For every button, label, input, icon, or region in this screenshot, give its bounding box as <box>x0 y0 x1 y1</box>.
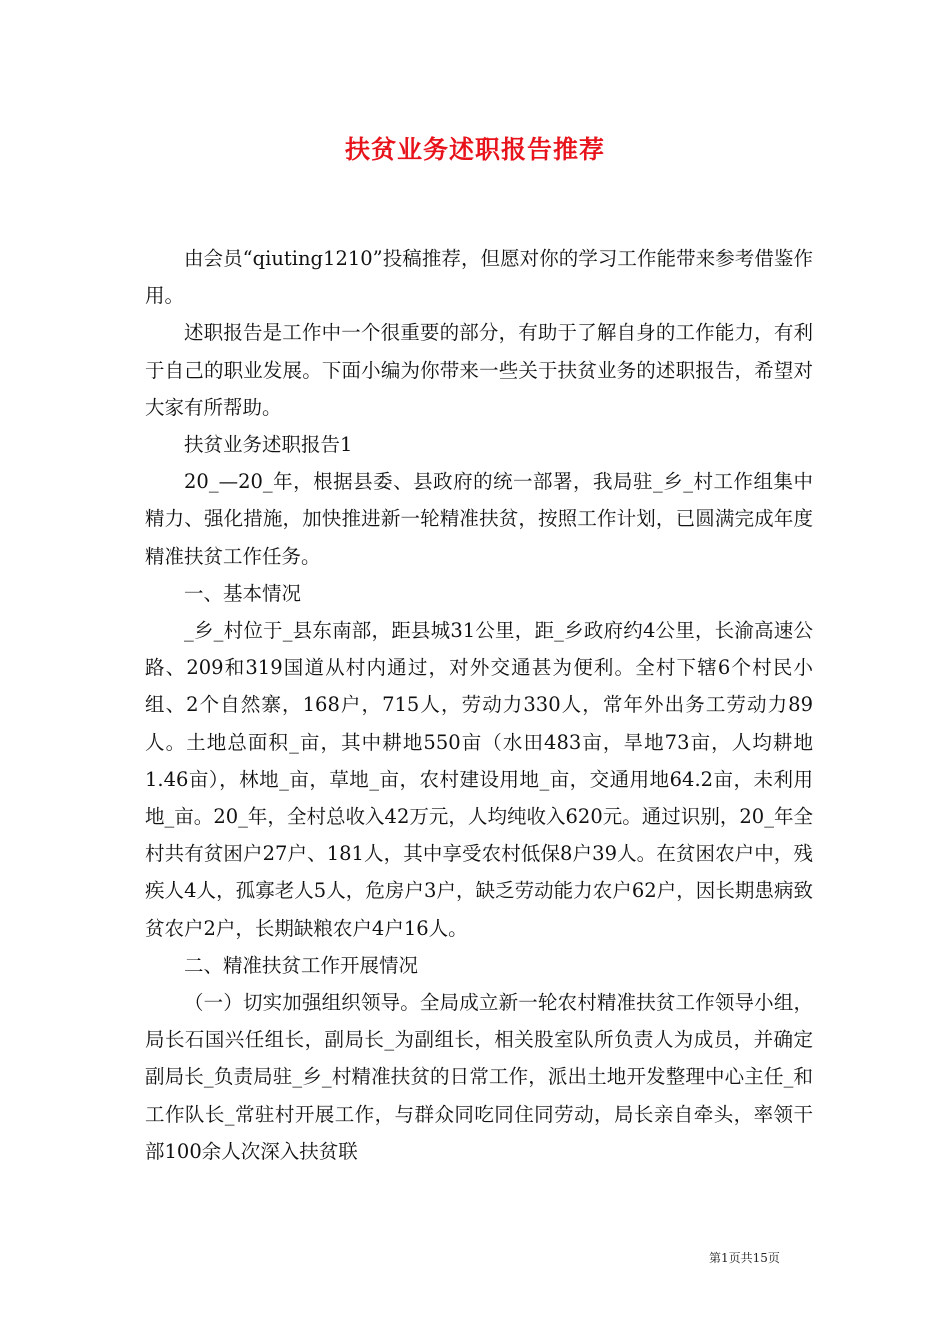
page-number-footer: 第1页共15页 <box>709 1251 780 1265</box>
section-heading: 扶贫业务述职报告1 <box>184 433 353 457</box>
paragraph: _乡_村位于_县东南部，距县城31公里，距_乡政府约4公里，长渝高速公路、209和319国道从村内通过，对外交通甚为便利。全村下辖6个村民小组、2个自然寨，168户，715人，劳动力330人，常年外出务工劳动力89人。土地总面积_亩，其中耕地550亩（水田483亩，旱地73亩，人均耕地1.46亩），林地_亩，草地_亩，农村建设用地_亩，交通用地64.2亩，未利用地_亩。20_年，全村总收入42万元，人均纯收入620元。通过识别，20_年全村共有贫困户27户、181人，其中享受农村低保8户39人。在贫困农户中，残疾人4人，孤寡老人5人，危房户3户，缺乏劳动能力农户62户，因长期患病致贫农户2户，长期缺粮农户4户16人。 <box>145 619 813 940</box>
intro-paragraph: 由会员“qiuting1210”投稿推荐，但愿对你的学习工作能带来参考借鉴作用。 <box>145 247 813 308</box>
section-heading: 一、基本情况 <box>184 581 302 605</box>
document-body <box>145 240 813 1170</box>
paragraph: 20_—20_年，根据县委、县政府的统一部署，我局驻_乡_村工作组集中精力、强化措施，加快推进新一轮精准扶贫，按照工作计划，已圆满完成年度精准扶贫工作任务。 <box>145 470 813 568</box>
paragraph: 述职报告是工作中一个很重要的部分，有助于了解自身的工作能力，有利于自己的职业发展。下面小编为你带来一些关于扶贫业务的述职报告，希望对大家有所帮助。 <box>145 321 813 419</box>
section-heading: 二、精准扶贫工作开展情况 <box>184 953 419 977</box>
paragraph: （一）切实加强组织领导。全局成立新一轮农村精准扶贫工作领导小组，局长石国兴任组长，副局长_为副组长，相关股室队所负责人为成员，并确定副局长_负责局驻_乡_村精准扶贫的日常工作，派出土地开发整理中心主任_和工作队长_常驻村开展工作，与群众同吃同住同劳动，局长亲自牵头，率领干部100余人次深入扶贫联 <box>145 991 813 1163</box>
document-title: 扶贫业务述职报告推荐 <box>344 135 605 164</box>
